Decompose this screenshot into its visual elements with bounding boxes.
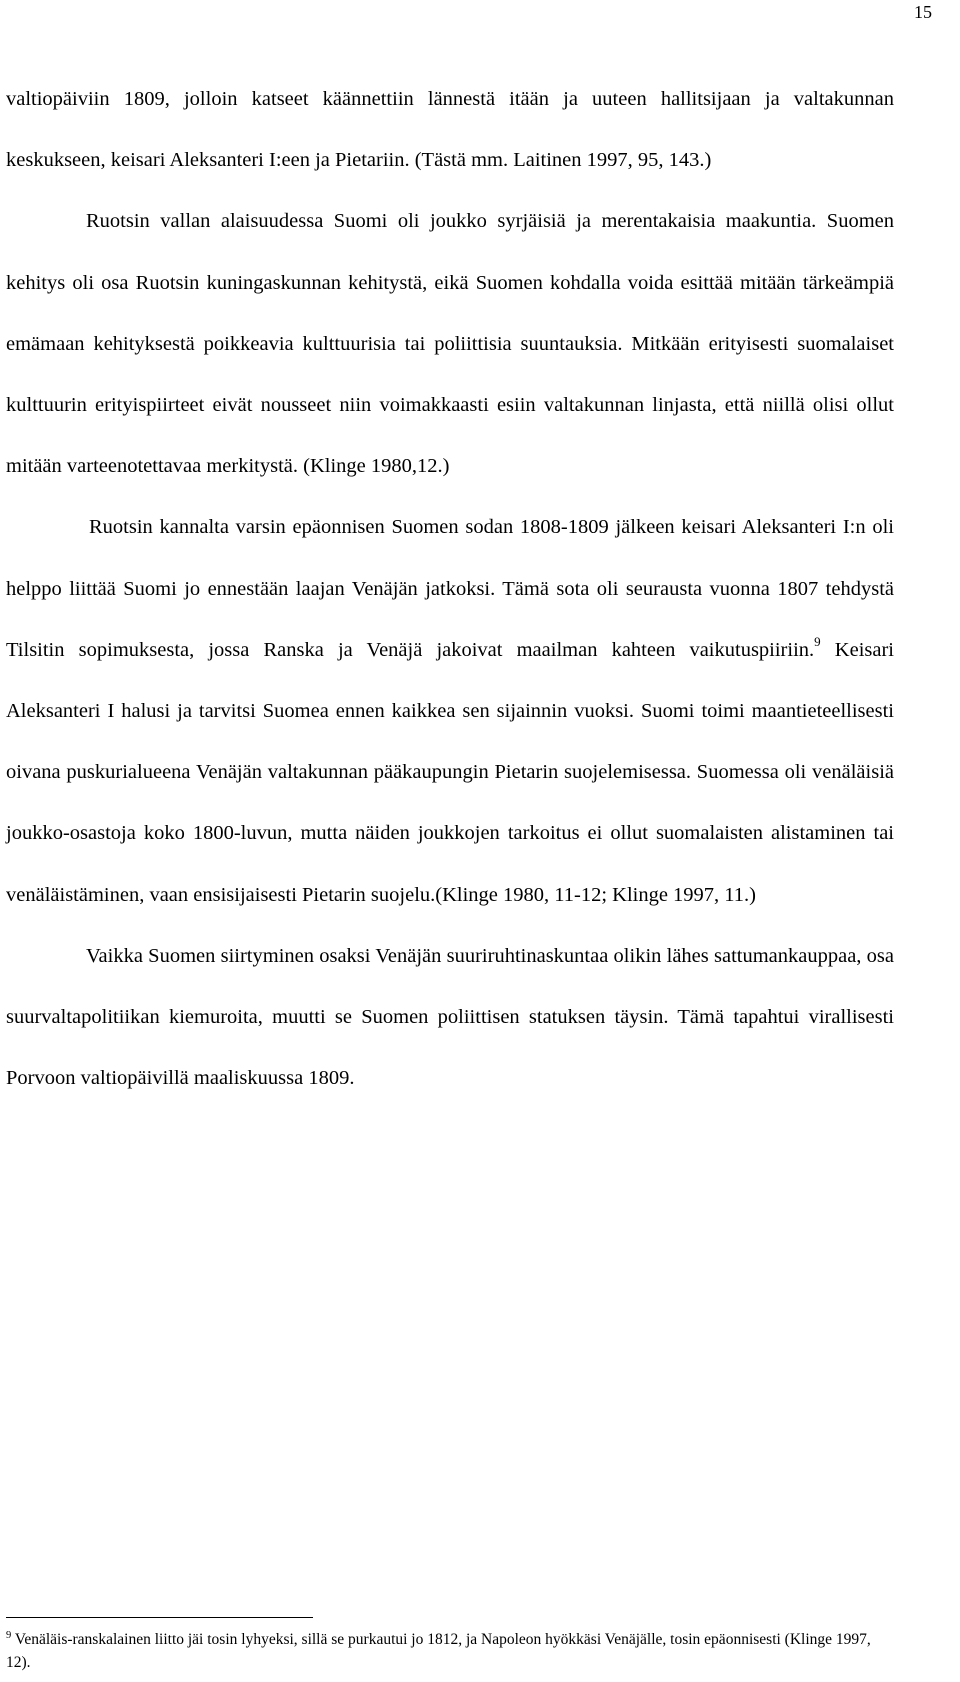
paragraph-3-text-before-note: Ruotsin kannalta varsin epäonnisen Suomen sodan 1808-1809 jälkeen keisari Aleksanteri I:n oli helppo liittää Suomi jo ennestään laajan Venäjän jatkoksi. Tämä sota oli seurausta vuonna 1807 tehdystä Tilsitin sopimuksesta, jossa Ranska ja Venäjä jakoivat maailman kahteen vaikutuspiiriin. bbox=[6, 516, 894, 661]
footnote-number: 9 bbox=[6, 1630, 12, 1641]
paragraph-1: valtiopäiviin 1809, jolloin katseet käännettiin lännestä itään ja uuteen hallitsijaan ja valtakunnan keskukseen, keisari Aleksanteri I:een ja Pietariin. (Tästä mm. Laitinen 1997, 95, 143.) bbox=[6, 88, 894, 172]
paragraph-2: Ruotsin vallan alaisuudessa Suomi oli joukko syrjäisiä ja merentakaisia maakuntia. Suomen kehitys oli osa Ruotsin kuningaskunnan kehitystä, eikä Suomen kohdalla voida esittää mitään tärkeämpiä emämaan kehityksestä poikkeavia kulttuurisia tai poliittisia suuntauksia. Mitkään erityisesti suomalaiset kulttuurin erityispiirteet eivät nousseet niin voimakkaasti esiin valtakunnan linjasta, että niillä olisi ollut mitään varteenotettavaa merkitystä. (Klinge 1980,12.) bbox=[6, 210, 894, 478]
paragraph-4: Vaikka Suomen siirtyminen osaksi Venäjän suuriruhtinaskuntaa olikin lähes sattumankauppaa, osa suurvaltapolitiikan kiemuroita, muutti se Suomen poliittisen statuksen täysin. Tämä tapahtui virallisesti Porvoon valtiopäivillä maaliskuussa 1809. bbox=[6, 944, 894, 1090]
footnote bbox=[6, 1628, 894, 1674]
body-text bbox=[6, 69, 894, 1109]
footnote-text: Venäläis-ranskalainen liitto jäi tosin lyhyeksi, sillä se purkautui jo 1812, ja Napoleon hyökkäsi Venäjälle, tosin epäonnisesti (Klinge 1997, 12). bbox=[6, 1631, 871, 1671]
paragraph-3 bbox=[6, 497, 894, 925]
footnote-reference[interactable]: 9 bbox=[814, 633, 821, 649]
page-number: 15 bbox=[914, 2, 932, 22]
paragraph-3-text-after-note: Keisari Aleksanteri I halusi ja tarvitsi Suomea ennen kaikkea sen sijainnin vuoksi. Suomi toimi maantieteellisesti oivana puskurialueena Venäjän valtakunnan pääkaupungin Pietarin suojelemisessa. Suomessa oli venäläisiä joukko-osastoja koko 1800-luvun, mutta näiden joukkojen tarkoitus ei ollut suomalaisten alistaminen tai venäläistäminen, vaan ensisijaisesti Pietarin suojelu.(Klinge 1980, 11-12; Klinge 1997, 11.) bbox=[6, 638, 894, 906]
footnote-separator bbox=[6, 1617, 313, 1618]
